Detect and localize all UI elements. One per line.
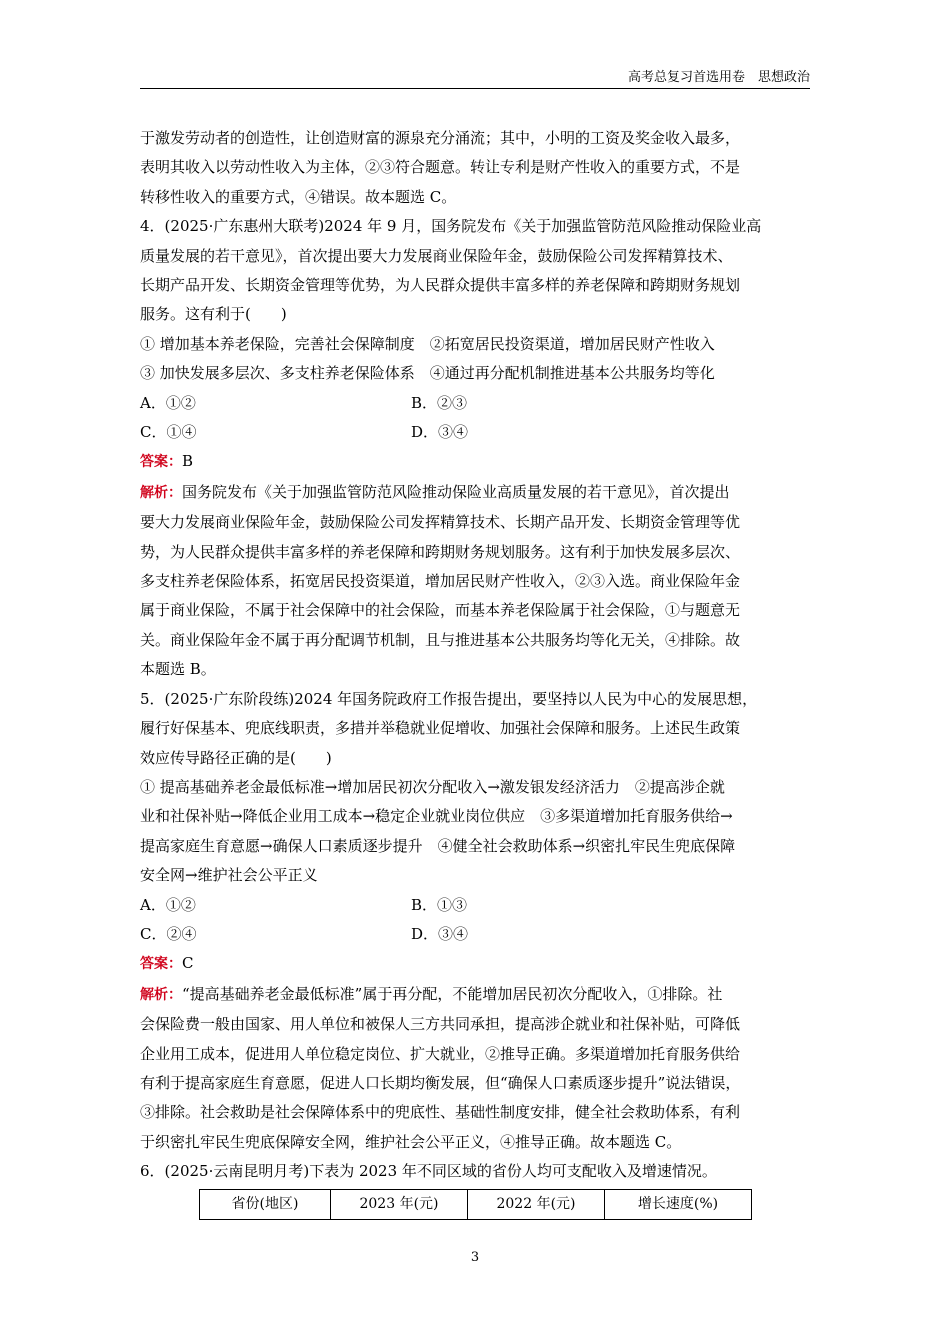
option-c: C．②④ (140, 924, 197, 943)
table-header-cell: 省份(地区) (200, 1189, 331, 1219)
analysis-label: 解析： (140, 986, 182, 1003)
analysis-line: 会保险费一般由国家、用人单位和被保人三方共同承担，提高涉企就业和社保补贴，可降低 (140, 1015, 741, 1034)
option-a: A．①② (140, 393, 196, 412)
question-stem-line: 效应传导路径正确的是( ) (140, 748, 332, 767)
question-stem-line: 4．(2025·广东惠州大联考)2024 年 9 月，国务院发布《关于加强监管防范风险推动保险业高 (140, 217, 762, 236)
answer-value: B (182, 452, 194, 471)
analysis-line: 本题选 B。 (140, 660, 216, 679)
analysis-line: 关。商业保险年金不属于再分配调节机制，且与推进基本公共服务均等化无关，④排除。故 (140, 630, 741, 649)
analysis-line: 势，为人民群众提供丰富多样的养老保障和跨期财务规划服务。这有利于加快发展多层次、 (140, 542, 741, 561)
analysis-line: 要大力发展商业保险年金，鼓励保险公司发挥精算技术、长期产品开发、长期资金管理等优 (140, 513, 741, 532)
question-stem-line: 长期产品开发、长期资金管理等优势，为人民群众提供丰富多样的养老保障和跨期财务规划 (140, 276, 741, 295)
choice-item: 业和社保补贴→降低企业用工成本→稳定企业就业岗位供应 ③多渠道增加托育服务供给→ (140, 807, 733, 826)
analysis-line (140, 980, 812, 1010)
option-d: D．③④ (411, 423, 469, 442)
option-d: D．③④ (411, 924, 469, 943)
table-header-cell: 增长速度(%) (605, 1189, 752, 1219)
analysis-line: 于织密扎牢民生兜底保障安全网，维护社会公平正义，④推导正确。故本题选 C。 (140, 1132, 682, 1151)
answer-value: C (182, 954, 194, 973)
question-stem-line: 6．(2025·云南昆明月考)下表为 2023 年不同区域的省份人均可支配收入及增速情况。 (140, 1162, 717, 1181)
question-5 (140, 685, 812, 1157)
page-header (140, 66, 810, 89)
header-text: 高考总复习首选用卷 思想政治 (627, 70, 810, 85)
question-6 (140, 1157, 812, 1220)
analysis-line: 属于商业保险，不属于社会保障中的社会保险，而基本养老保险属于社会保险，①与题意无 (140, 601, 741, 620)
analysis-line: 企业用工成本，促进用人单位稳定岗位、扩大就业，②推导正确。多渠道增加托育服务供给 (140, 1044, 741, 1063)
choice-item: 安全网→维护社会公平正义 (140, 866, 318, 885)
option-row (140, 920, 812, 949)
answer-line (140, 447, 812, 477)
analysis-text: “提高基础养老金最低标准”属于再分配，不能增加居民初次分配收入，①排除。社 (182, 984, 723, 1003)
analysis (140, 478, 812, 685)
option-c: C．①④ (140, 423, 197, 442)
option-b: B．①③ (411, 895, 468, 914)
table-header-cell: 2022 年(元) (468, 1189, 605, 1219)
choice-item: ① 增加基本养老保险，完善社会保障制度 ②拓宽居民投资渠道，增加居民财产性收入 (140, 334, 715, 353)
question-stem-line: 服务。这有利于( ) (140, 305, 287, 324)
analysis-line: 多支柱养老保险体系，拓宽居民投资渠道，增加居民财产性收入，②③入选。商业保险年金 (140, 572, 741, 591)
continued-analysis (140, 124, 812, 212)
analysis-label: 解析： (140, 484, 182, 501)
text-line: 转移性收入的重要方式，④错误。故本题选 C。 (140, 187, 457, 206)
question-stem-line: 5．(2025·广东阶段练)2024 年国务院政府工作报告提出，要坚持以人民为中心的发展思想， (140, 689, 758, 708)
analysis-line: 有利于提高家庭生育意愿，促进人口长期均衡发展，但“确保人口素质逐步提升”说法错误， (140, 1073, 741, 1092)
analysis (140, 980, 812, 1157)
table-header-row (200, 1189, 752, 1219)
table-header-cell: 2023 年(元) (331, 1189, 468, 1219)
choice-item: ① 提高基础养老金最低标准→增加居民初次分配收入→激发银发经济活力 ②提高涉企就 (140, 777, 725, 796)
option-row (140, 418, 812, 447)
question-4 (140, 212, 812, 684)
page-number: 3 (470, 1250, 480, 1265)
choice-item: 提高家庭生育意愿→确保人口素质逐步提升 ④健全社会救助体系→织密扎牢民生兜底保障 (140, 836, 736, 855)
text-line: 表明其收入以劳动性收入为主体，②③符合题意。转让专利是财产性收入的重要方式，不是 (140, 158, 741, 177)
choice-item: ③ 加快发展多层次、多支柱养老保险体系 ④通过再分配机制推进基本公共服务均等化 (140, 364, 715, 383)
question-stem-line: 质量发展的若干意见》，首次提出要大力发展商业保险年金，鼓励保险公司发挥精算技术、 (140, 246, 733, 265)
page-content (140, 124, 812, 1220)
option-row (140, 891, 812, 920)
question-stem-line: 履行好保基本、兜底线职责，多措并举稳就业促增收、加强社会保障和服务。上述民生政策 (140, 719, 741, 738)
analysis-text: 国务院发布《关于加强监管防范风险推动保险业高质量发展的若干意见》，首次提出 (182, 482, 730, 501)
answer-label: 答案： (140, 454, 182, 471)
income-table (199, 1189, 752, 1220)
text-line: 于激发劳动者的创造性，让创造财富的源泉充分涌流；其中，小明的工资及奖金收入最多， (140, 129, 741, 147)
analysis-line: ③排除。社会救助是社会保障体系中的兜底性、基础性制度安排，健全社会救助体系，有利 (140, 1103, 741, 1122)
answer-label: 答案： (140, 956, 182, 973)
option-row (140, 389, 812, 418)
option-b: B．②③ (411, 393, 468, 412)
option-a: A．①② (140, 895, 196, 914)
analysis-line (140, 478, 812, 508)
answer-line (140, 949, 812, 979)
